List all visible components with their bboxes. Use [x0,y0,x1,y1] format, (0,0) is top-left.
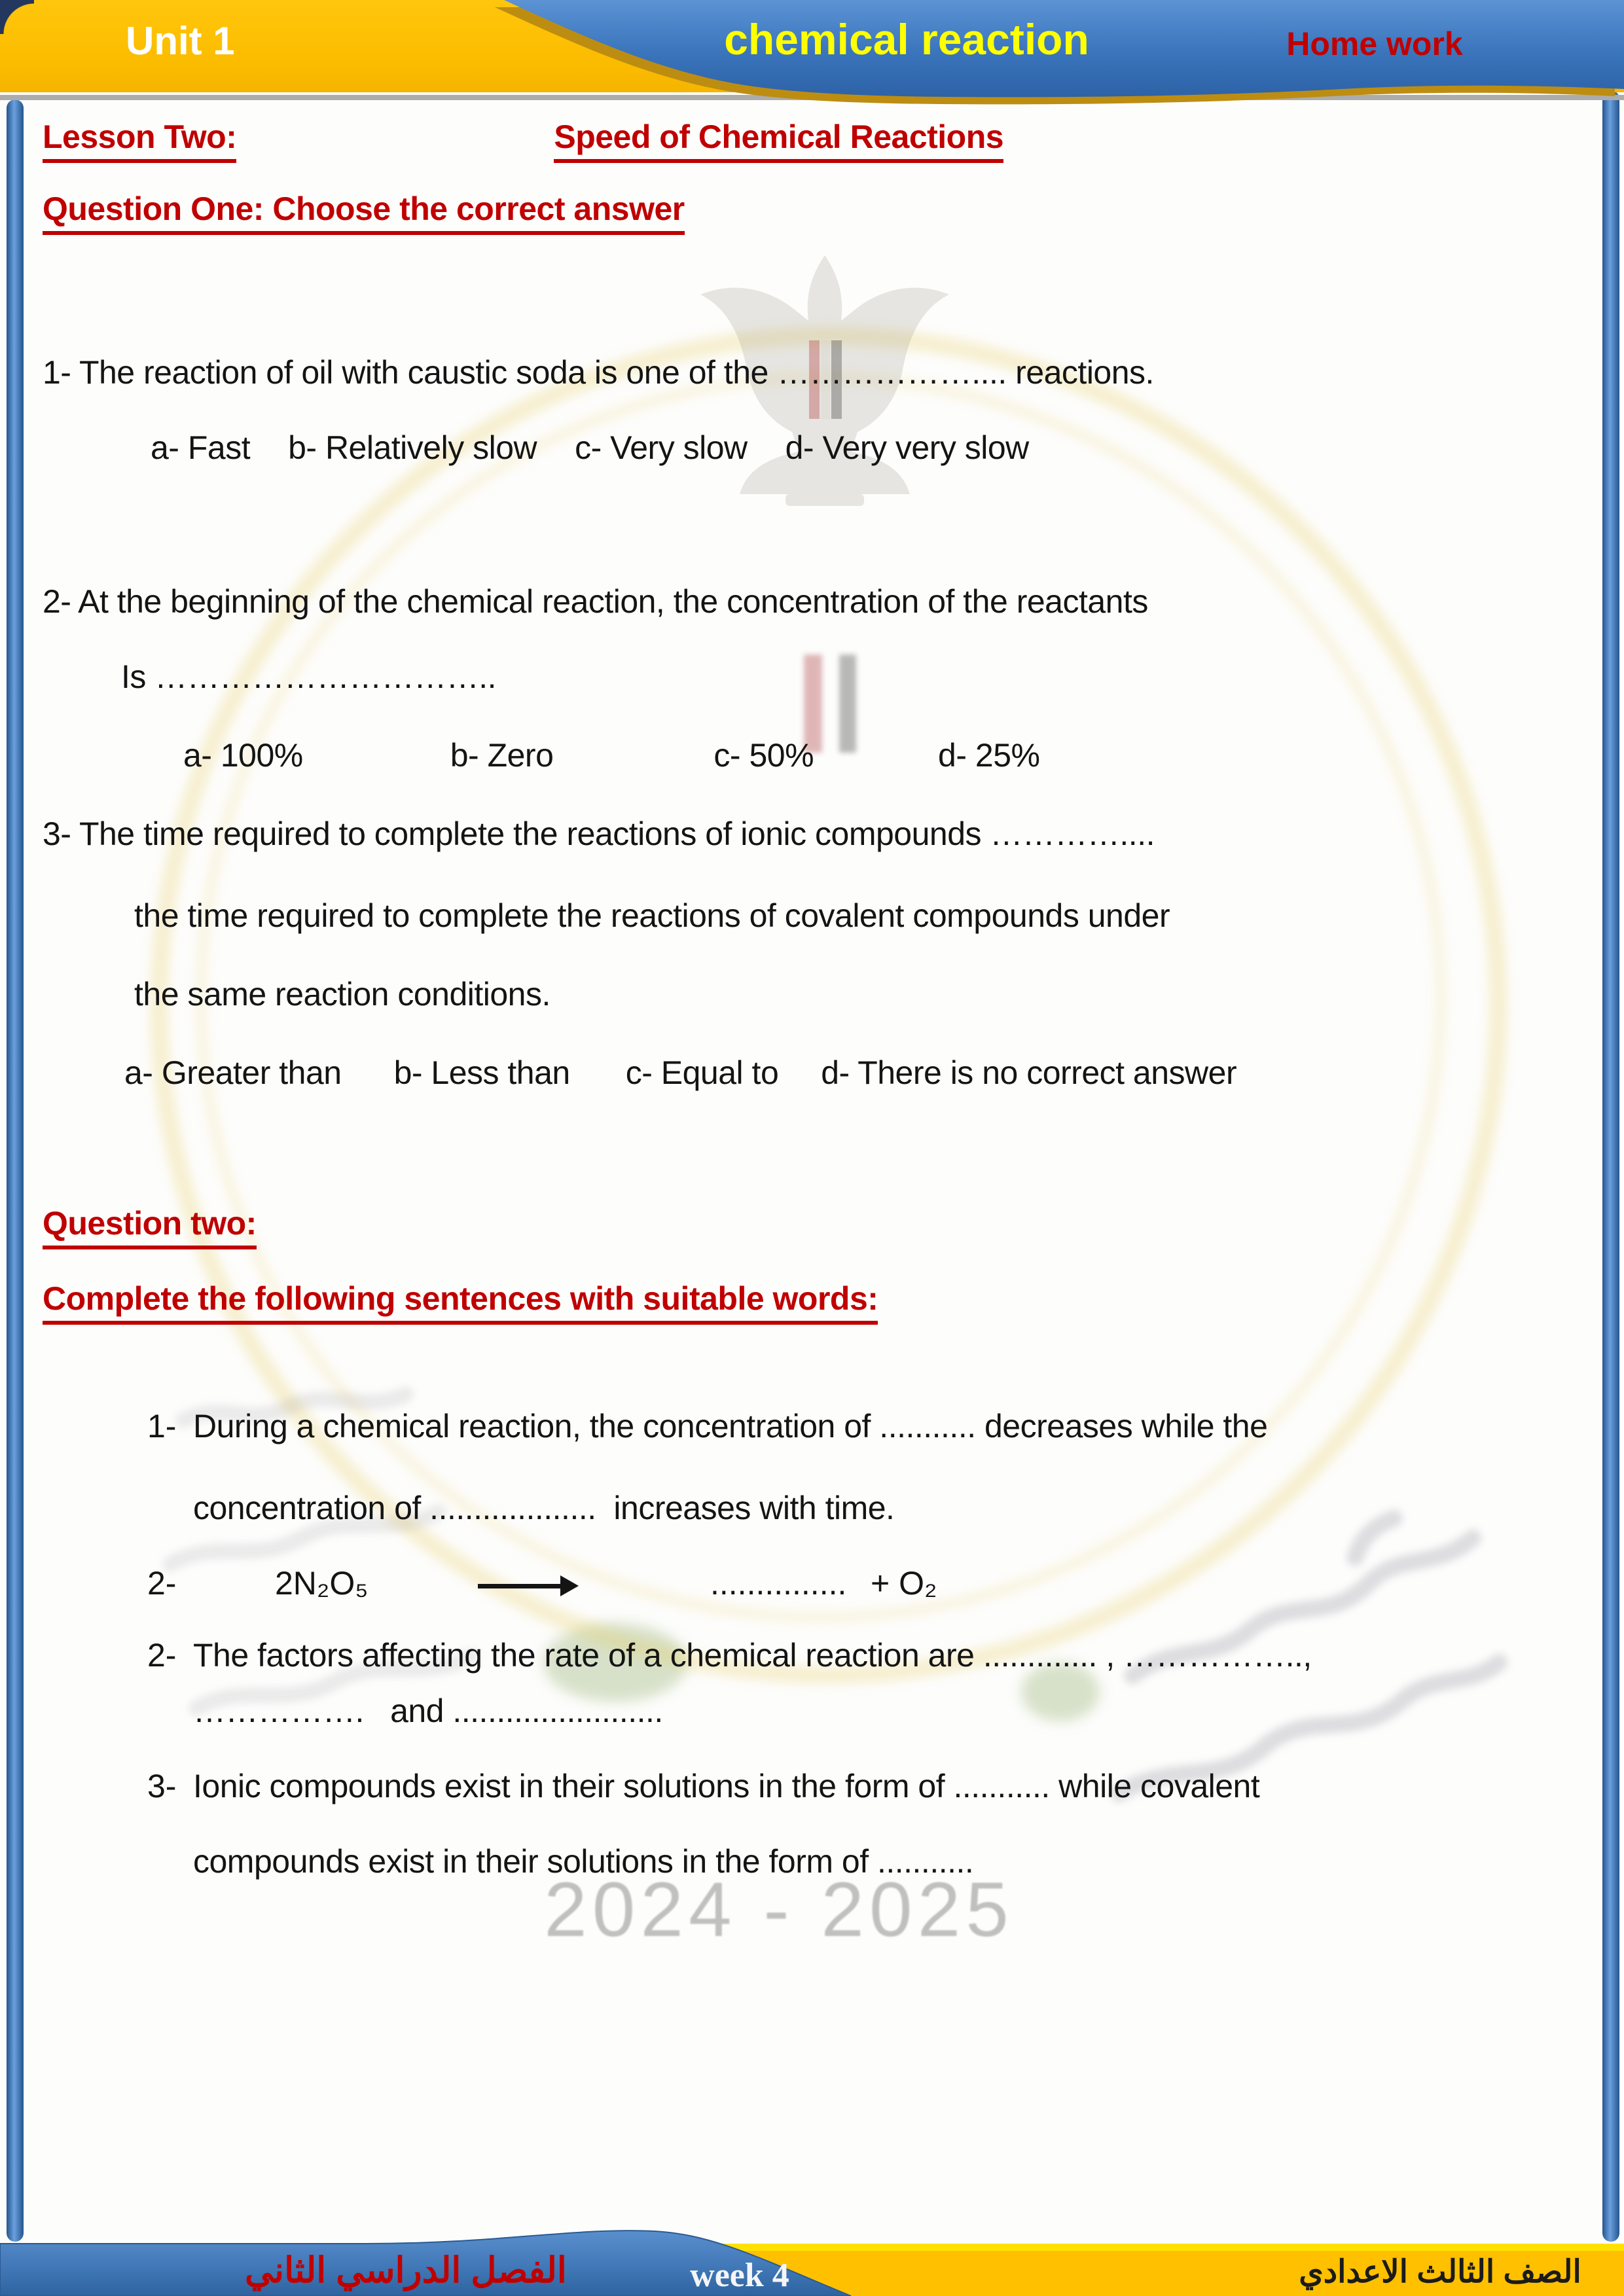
footer-grade-label: الصف الثالث الاعدادي [1299,2255,1581,2289]
q1-option-b: b- Relatively slow [288,429,537,466]
item3-line1: Ionic compounds exist in their solutions in the form of ........... while covalent [193,1768,1260,1804]
q2-option-b: b- Zero [450,737,554,774]
page-header [0,0,1624,105]
right-border-rod [1602,90,1619,2242]
footer-week-label: week 4 [690,2257,789,2294]
q3-option-b: b- Less than [393,1054,570,1091]
equation-blank: ............... [710,1565,847,1602]
left-border-rod [7,99,24,2242]
q1-option-d: d- Very very slow [785,429,1029,466]
q1-options [151,429,1067,467]
lesson-heading [43,118,1003,163]
question-two-subheading: Complete the following sentences with suitable words: [43,1280,878,1325]
q1-option-a: a- Fast [151,429,251,466]
q2-line1: 2- At the beginning of the chemical reaction, the concentration of the reactants [43,583,1148,620]
q3-option-c: c- Equal to [625,1054,779,1091]
lesson-label: Lesson Two: [43,118,236,163]
question-one-heading: Question One: Choose the correct answer [43,190,685,235]
q1-option-c: c- Very slow [575,429,748,466]
q3-line2: the time required to complete the reactions of covalent compounds under [134,897,1170,934]
q1-text: 1- The reaction of oil with caustic soda is one of the ……………….... reactions. [43,354,1154,391]
equation-number: 2- [147,1565,177,1602]
reaction-arrow-icon [478,1584,563,1588]
item2-line2: ……………. and ........................ [193,1693,663,1729]
q2-option-d: d- 25% [938,737,1040,774]
watermark-years: 2024 - 2025 [544,1867,1014,1953]
item2-number: 2- [147,1637,177,1674]
q3-line3: the same reaction conditions. [134,976,550,1013]
lesson-title: Speed of Chemical Reactions [554,118,1003,163]
q2-option-a: a- 100% [183,737,303,774]
item3-number: 3- [147,1768,177,1804]
q2-options [183,736,1039,774]
item1-line1: During a chemical reaction, the concentration of ........... decreases while the [193,1408,1268,1444]
q3-options [124,1054,1236,1092]
q2-line2: Is ………………………….. [121,658,497,695]
item1-number: 1- [147,1408,177,1444]
q3-option-a: a- Greater than [124,1054,342,1091]
q3-line1: 3- The time required to complete the reactions of ionic compounds ………….... [43,816,1155,852]
homework-tag: Home work [1286,26,1463,62]
equation-row [0,1564,1624,1617]
q2-option-c: c- 50% [713,737,814,774]
q3-option-d: d- There is no correct answer [821,1054,1237,1091]
equation-reactant: 2N₂O₅ [275,1565,369,1602]
item3-line2: compounds exist in their solutions in the form of ........... [193,1843,974,1880]
question-two-heading: Question two: [43,1204,257,1249]
corner-notch [0,0,34,34]
page-footer [0,2222,1624,2296]
item1-line2: concentration of ................... increases with time. [193,1490,895,1526]
page-title: chemical reaction [724,15,1089,63]
unit-label: Unit 1 [126,19,235,63]
footer-semester-label: الفصل الدراسي الثاني [245,2251,567,2290]
equation-product: + O₂ [871,1565,937,1602]
item2-line1: The factors affecting the rate of a chemical reaction are ............. , …………….., [193,1637,1312,1674]
